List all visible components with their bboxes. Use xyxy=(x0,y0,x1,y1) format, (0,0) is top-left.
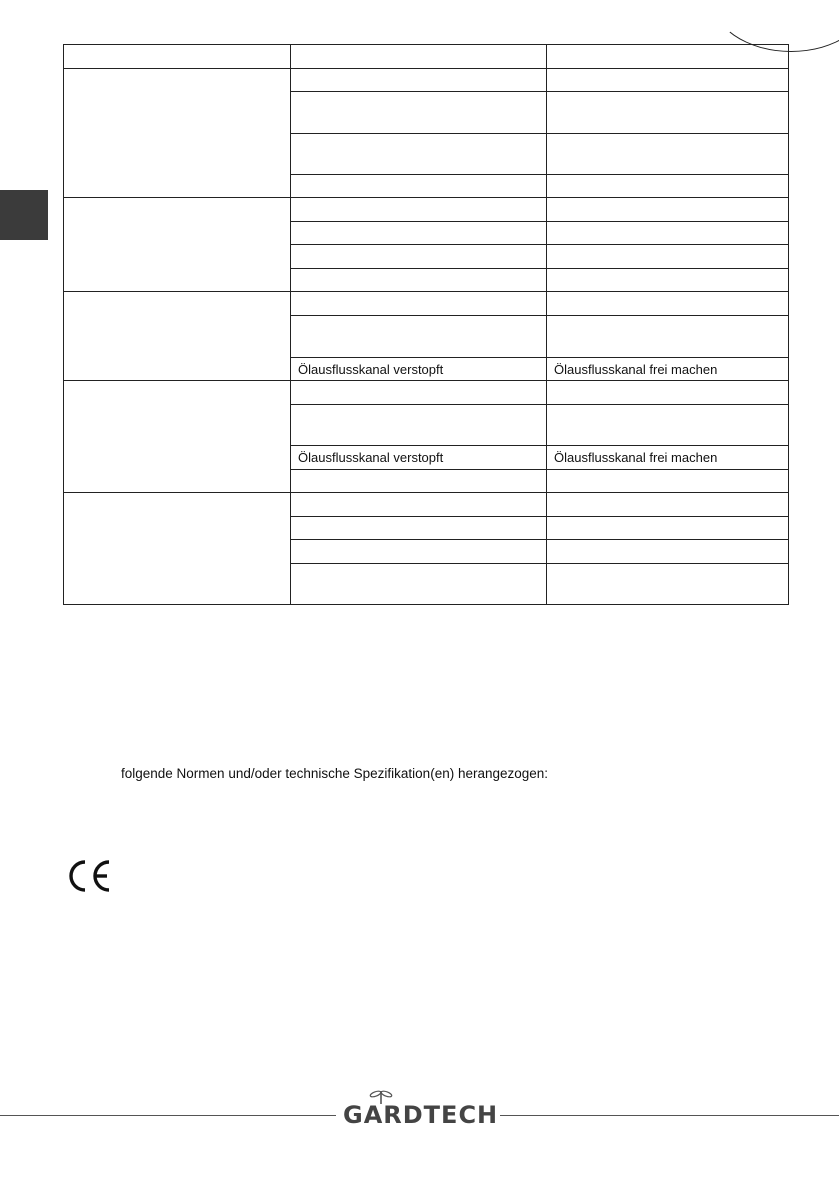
table-cell xyxy=(64,69,291,198)
table-cell xyxy=(547,316,789,358)
table-cell xyxy=(547,134,789,175)
table-cell xyxy=(291,269,547,292)
table-cell xyxy=(291,470,547,493)
table-cell xyxy=(64,45,291,69)
remedy-cell: Ölausflusskanal frei machen xyxy=(547,446,789,470)
table-cell xyxy=(547,45,789,69)
table-cell xyxy=(547,292,789,316)
table-cell xyxy=(291,540,547,564)
norms-statement: folgende Normen und/oder technische Spezifikation(en) herangezogen: xyxy=(121,766,549,781)
table-cell xyxy=(291,316,547,358)
table-row xyxy=(64,493,789,517)
table-cell xyxy=(547,92,789,134)
table-row xyxy=(64,292,789,316)
table-row xyxy=(64,69,789,92)
table-cell xyxy=(291,292,547,316)
ce-mark-icon xyxy=(66,859,112,893)
table-header-row xyxy=(64,45,789,69)
table-row xyxy=(64,381,789,405)
table-cell xyxy=(547,517,789,540)
table-cell xyxy=(291,564,547,605)
table-cell xyxy=(291,245,547,269)
table-cell xyxy=(547,381,789,405)
table-cell xyxy=(291,92,547,134)
table-cell xyxy=(547,269,789,292)
table-cell xyxy=(64,292,291,381)
brand-name: GARDTECH xyxy=(343,1101,499,1129)
table-cell xyxy=(64,493,291,605)
table-cell xyxy=(64,381,291,493)
table-cell xyxy=(291,381,547,405)
cause-cell: Ölausflusskanal verstopft xyxy=(291,358,547,381)
troubleshooting-table xyxy=(63,44,789,605)
table-cell xyxy=(291,175,547,198)
table-cell xyxy=(547,470,789,493)
table-cell xyxy=(547,564,789,605)
table-cell xyxy=(547,198,789,222)
table-row xyxy=(64,198,789,222)
footer-rule-left xyxy=(0,1115,336,1116)
section-tab-marker xyxy=(0,190,48,240)
gardtech-logo xyxy=(343,1093,499,1137)
table-cell xyxy=(547,245,789,269)
table-cell xyxy=(547,493,789,517)
table-cell xyxy=(547,175,789,198)
table-cell xyxy=(291,517,547,540)
table-cell xyxy=(64,198,291,292)
table-cell xyxy=(291,134,547,175)
table-cell xyxy=(291,493,547,517)
table-cell xyxy=(291,69,547,92)
table-cell xyxy=(547,540,789,564)
table-cell xyxy=(547,405,789,446)
table-cell xyxy=(547,222,789,245)
cause-cell: Ölausflusskanal verstopft xyxy=(291,446,547,470)
table-cell xyxy=(291,45,547,69)
footer-rule-right xyxy=(500,1115,839,1116)
table-cell xyxy=(291,222,547,245)
table-cell xyxy=(547,69,789,92)
remedy-cell: Ölausflusskanal frei machen xyxy=(547,358,789,381)
table-cell xyxy=(291,198,547,222)
table-cell xyxy=(291,405,547,446)
